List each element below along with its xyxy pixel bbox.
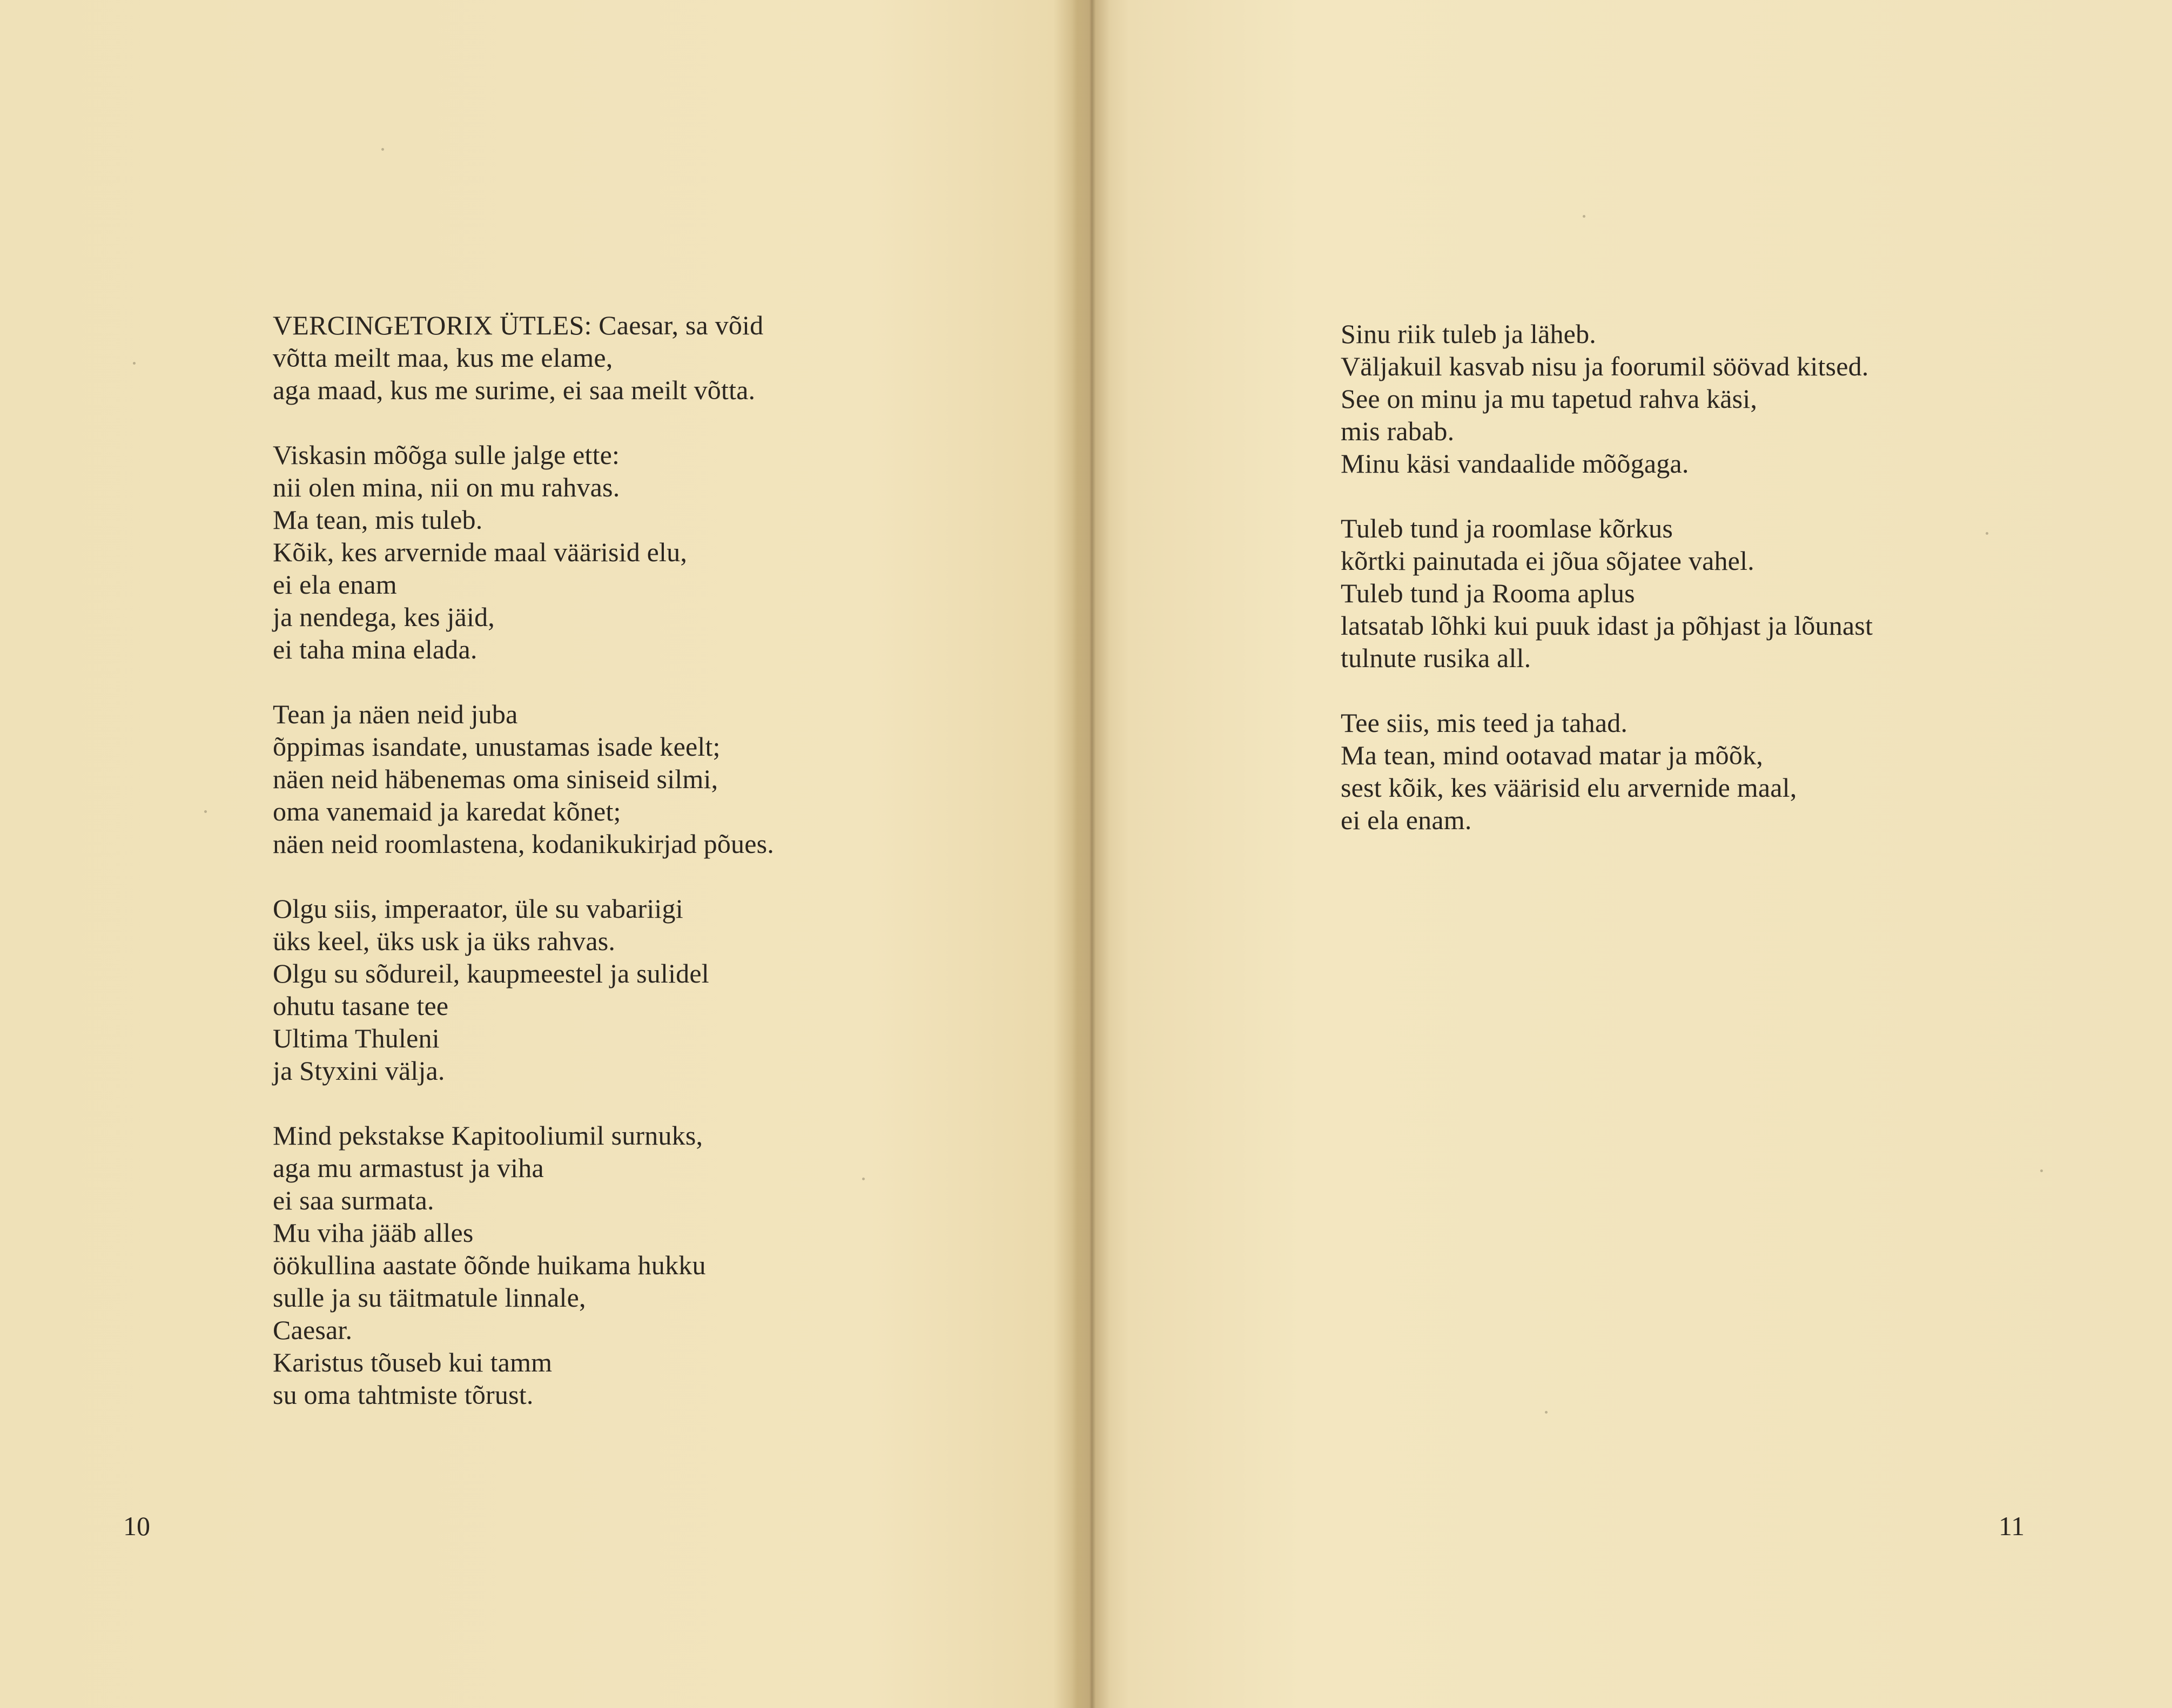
poem-line: Tee siis, mis teed ja tahad. [1341, 708, 1628, 738]
paper-speck [381, 148, 384, 151]
poem-line: ei taha mina elada. [273, 634, 478, 664]
poem-line: Ma tean, mind ootavad matar ja mõõk, [1341, 740, 1763, 770]
poem-line: sest kõik, kes väärisid elu arvernide maal, [1341, 772, 1797, 803]
paper-speck [2040, 1169, 2043, 1172]
stanza [1341, 512, 2054, 674]
poem-line: aga mu armastust ja viha [273, 1153, 544, 1183]
poem-line: Minu käsi vandaalide mõõgaga. [1341, 448, 1689, 479]
poem-line: latsatab lõhki kui puuk idast ja põhjast ja lõunast [1341, 610, 1873, 641]
stanza [1341, 707, 2054, 836]
poem-line: Väljakuil kasvab nisu ja foorumil söövad kitsed. [1341, 351, 1869, 381]
poem-line: kõrtki painutada ei jõua sõjatee vahel. [1341, 546, 1754, 576]
poem-line: ja Styxini välja. [273, 1055, 445, 1086]
poem-line: Mind pekstakse Kapitooliumil surnuks, [273, 1120, 703, 1151]
stanza [273, 1119, 986, 1411]
poem-line: oma vanemaid ja karedat kõnet; [273, 796, 621, 826]
stanza [273, 309, 986, 406]
poem-line: ei ela enam. [1341, 805, 1472, 835]
poem-line: ohutu tasane tee [273, 991, 449, 1021]
paper-speck [862, 1178, 865, 1180]
poem-line: Mu viha jääb alles [273, 1218, 474, 1248]
poem-line: näen neid häbenemas oma siniseid silmi, [273, 764, 718, 794]
poem-line: ei ela enam [273, 569, 397, 600]
page-number-left: 10 [123, 1511, 150, 1541]
poem-line: Karistus tõuseb kui tamm [273, 1347, 553, 1377]
poem-line: VERCINGETORIX ÜTLES: Caesar, sa võid [273, 310, 764, 340]
poem-line: ei saa surmata. [273, 1185, 434, 1215]
poem-line: Olgu siis, imperaator, üle su vabariigi [273, 893, 683, 924]
poem-line: Ma tean, mis tuleb. [273, 505, 483, 535]
stanza [273, 698, 986, 860]
poem-line: nii olen mina, nii on mu rahvas. [273, 472, 620, 502]
poem-line: tulnute rusika all. [1341, 643, 1531, 673]
poem-line: Viskasin mõõga sulle jalge ette: [273, 440, 620, 470]
poem-line: su oma tahtmiste tõrust. [273, 1380, 534, 1410]
poem-line: näen neid roomlastena, kodanikukirjad põues. [273, 829, 774, 859]
poem-text-right [1341, 318, 2054, 869]
poem-line: Olgu su sõdureil, kaupmeestel ja sulidel [273, 958, 709, 989]
paper-speck [204, 810, 207, 813]
poem-line: üks keel, üks usk ja üks rahvas. [273, 926, 616, 956]
poem-line: Caesar. [273, 1315, 353, 1345]
poem-line: Kõik, kes arvernide maal väärisid elu, [273, 537, 688, 567]
poem-line: öökullina aastate õõnde huikama hukku [273, 1250, 706, 1280]
poem-line: Tuleb tund ja roomlase kõrkus [1341, 513, 1673, 543]
paper-speck [1583, 215, 1585, 218]
poem-line: sulle ja su täitmatule linnale, [273, 1282, 586, 1313]
poem-text-left [273, 309, 986, 1443]
stanza [273, 892, 986, 1087]
page-number-right: 11 [1999, 1511, 2025, 1541]
poem-line: aga maad, kus me surime, ei saa meilt võtta. [273, 375, 756, 405]
poem-line: Tuleb tund ja Rooma aplus [1341, 578, 1635, 608]
poem-line: võtta meilt maa, kus me elame, [273, 342, 613, 373]
poem-line: See on minu ja mu tapetud rahva käsi, [1341, 384, 1758, 414]
paper-speck [1545, 1411, 1548, 1414]
stanza [273, 439, 986, 665]
poem-line: Tean ja näen neid juba [273, 699, 518, 729]
paper-speck [1986, 532, 1988, 535]
poem-line: ja nendega, kes jäid, [273, 602, 495, 632]
poem-line: Sinu riik tuleb ja läheb. [1341, 319, 1596, 349]
poem-line: õppimas isandate, unustamas isade keelt; [273, 731, 721, 762]
poem-line: Ultima Thuleni [273, 1023, 440, 1053]
paper-speck [133, 362, 136, 365]
stanza [1341, 318, 2054, 480]
poem-line: mis rabab. [1341, 416, 1455, 446]
